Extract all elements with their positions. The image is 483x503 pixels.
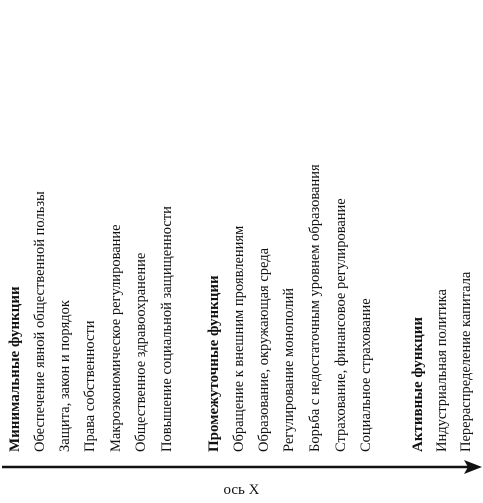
x-axis-label: ось X [223,482,260,498]
item-label: Перераспределение капитала [458,271,474,452]
item-label: Обращение к внешним проявлениям [231,225,247,452]
item-label: Образование, окружающая среда [256,247,272,452]
item-label: Права собственности [82,320,98,452]
item-label: Повышение социальной защищенности [159,206,175,452]
item-label: Макроэкономическое регулирование [108,224,124,452]
item-label: Обеспечение явной общественной пользы [32,191,48,452]
group-heading-active: Активные функции [410,316,426,452]
item-label: Индустриальная политика [434,289,450,452]
item-label: Общественное здравоохранение [133,252,149,452]
item-label: Борьба с недостаточным уровнем образования [307,164,323,452]
item-label: Регулирование монополий [281,287,297,452]
group-heading-minimal: Минимальные функции [7,286,23,452]
item-label: Социальное страхование [358,298,374,452]
item-label: Страхование, финансовое регулирование [333,198,349,452]
item-label: Защита, закон и порядок [57,300,73,452]
group-heading-intermediate: Промежуточные функции [206,275,222,452]
